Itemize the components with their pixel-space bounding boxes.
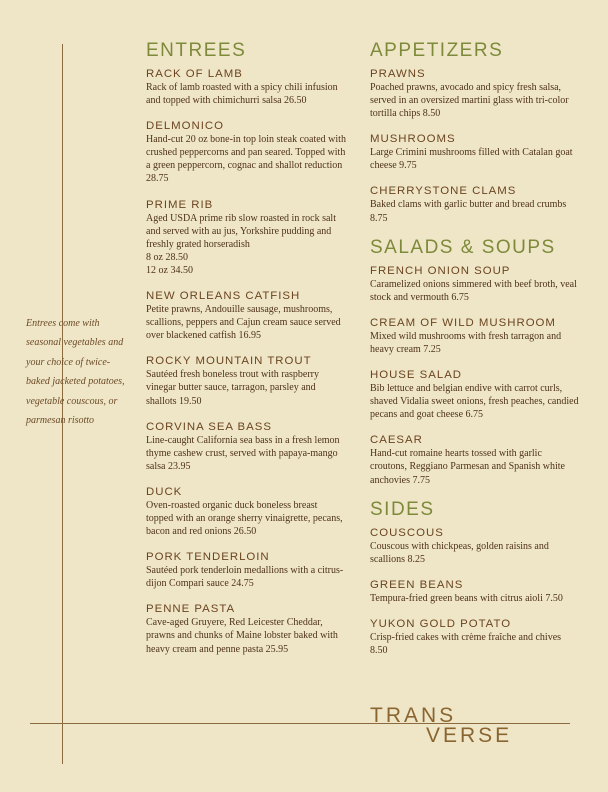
item-description: Petite prawns, Andouille sausage, mushrooms, scallions, peppers and Cajun cream sauce served over blackened catfish 16.95 [146, 304, 341, 342]
menu-item [146, 550, 346, 590]
item-description: Rack of lamb roasted with a spicy chili infusion and topped with chimichurri salsa 26.50 [146, 82, 338, 107]
item-description: Mixed wild mushrooms with fresh tarragon and heavy cream 7.25 [370, 330, 562, 355]
item-name: PRAWNS [370, 68, 426, 80]
item-description: Baked clams with garlic butter and bread crumbs 8.75 [370, 199, 567, 224]
item-name: FRENCH ONION SOUP [370, 264, 511, 277]
item-description: Aged USDA prime rib slow roasted in rock salt and served with au jus, Yorkshire pudding and freshly grated horseradish [146, 212, 336, 250]
menu-item [146, 354, 346, 407]
menu-item [370, 368, 580, 421]
item-name: DELMONICO [146, 120, 224, 133]
logo-line-2: VERSE [426, 724, 513, 747]
sides-heading: SIDES [370, 498, 435, 520]
left-column [146, 40, 346, 668]
item-name: PENNE PASTA [146, 603, 236, 616]
menu-item [370, 526, 580, 566]
item-description: Poached prawns, avocado and spicy fresh salsa, served in an oversized martini glass with tri-color tortilla chips 8.50 [370, 82, 569, 120]
right-column [370, 40, 580, 669]
item-name: PORK TENDERLOIN [146, 551, 270, 564]
item-name: MUSHROOMS [370, 133, 456, 146]
menu-item [370, 184, 580, 224]
item-name: PRIME RIB [146, 198, 214, 211]
item-name: ROCKY MOUNTAIN TROUT [146, 355, 312, 368]
entree-sides-note: Entrees come with seasonal vegetables and your choice of twice-baked jacketed potatoes, vegetable couscous, or parmesan risotto [26, 318, 125, 427]
item-price: 12 oz 34.50 [146, 264, 193, 276]
item-name: HOUSE SALAD [370, 369, 463, 382]
item-description: Caramelized onions simmered with beef broth, veal stock and vermouth 6.75 [370, 278, 577, 303]
item-name: RACK OF LAMB [146, 68, 243, 80]
item-name: YUKON GOLD POTATO [370, 617, 512, 630]
menu-item [146, 198, 346, 277]
item-name: COUSCOUS [370, 526, 444, 539]
menu-item [146, 485, 346, 538]
item-name: CHERRYSTONE CLAMS [370, 185, 517, 198]
menu-item [370, 316, 580, 356]
item-description: Line-caught California sea bass in a fresh lemon thyme cashew crust, served with papaya-mango salsa 23.95 [146, 434, 340, 472]
item-description: Crisp-fried cakes with crème fraîche and chives 8.50 [370, 631, 562, 656]
item-description: Cave-aged Gruyere, Red Leicester Cheddar, prawns and chunks of Maine lobster baked with heavy cream and penne pasta 25.95 [146, 617, 338, 655]
menu-item [146, 602, 346, 655]
item-description: Hand-cut romaine hearts tossed with garlic croutons, Reggiano Parmesan and Spanish white anchovies 7.75 [370, 448, 565, 486]
item-description: Sautéed fresh boneless trout with raspberry vinegar butter sauce, tarragon, parsley and shallots 19.50 [146, 369, 320, 407]
item-name: NEW ORLEANS CATFISH [146, 290, 301, 303]
item-name: CREAM OF WILD MUSHROOM [370, 316, 556, 329]
menu-item [146, 67, 346, 107]
menu-item [146, 289, 346, 342]
item-description: Tempura-fried green beans with citrus aioli 7.50 [370, 592, 563, 604]
item-description: Oven-roasted organic duck boneless breast topped with an orange sherry vinaigrette, pecans, bacon and red onions 26.50 [146, 499, 343, 538]
menu-item [370, 578, 580, 605]
item-description: Couscous with chickpeas, golden raisins and scallions 8.25 [370, 540, 549, 565]
item-name: CAESAR [370, 434, 423, 447]
menu-item [146, 119, 346, 185]
menu-item [370, 617, 580, 657]
menu-item [370, 264, 580, 304]
menu-item [146, 420, 346, 473]
appetizers-heading: APPETIZERS [370, 40, 504, 61]
item-description: Bib lettuce and belgian endive with carrot curls, shaved Vidalia sweet onions, fresh peaches, candied pecans and goat cheese 6.75 [370, 383, 579, 421]
menu-item [370, 433, 580, 486]
item-description: Hand-cut 20 oz bone-in top loin steak coated with crushed peppercorns and pan seared. Topped with a green peppercorn, cognac and shallot reduction 28.75 [146, 134, 346, 185]
entrees-heading: ENTREES [146, 40, 247, 61]
menu-item [370, 67, 580, 120]
item-name: GREEN BEANS [370, 578, 464, 591]
item-description: Large Crimini mushrooms filled with Catalan goat cheese 9.75 [370, 147, 573, 172]
restaurant-logo [370, 705, 570, 755]
item-name: DUCK [146, 485, 183, 498]
item-description: Sautéed pork tenderloin medallions with a citrus-dijon Compari sauce 24.75 [146, 565, 344, 590]
item-name: CORVINA SEA BASS [146, 420, 272, 433]
item-price: 8 oz 28.50 [146, 251, 188, 263]
menu-item [370, 132, 580, 172]
logo-line-1: TRANS [370, 704, 457, 727]
salads-soups-heading: SALADS & SOUPS [370, 236, 556, 258]
